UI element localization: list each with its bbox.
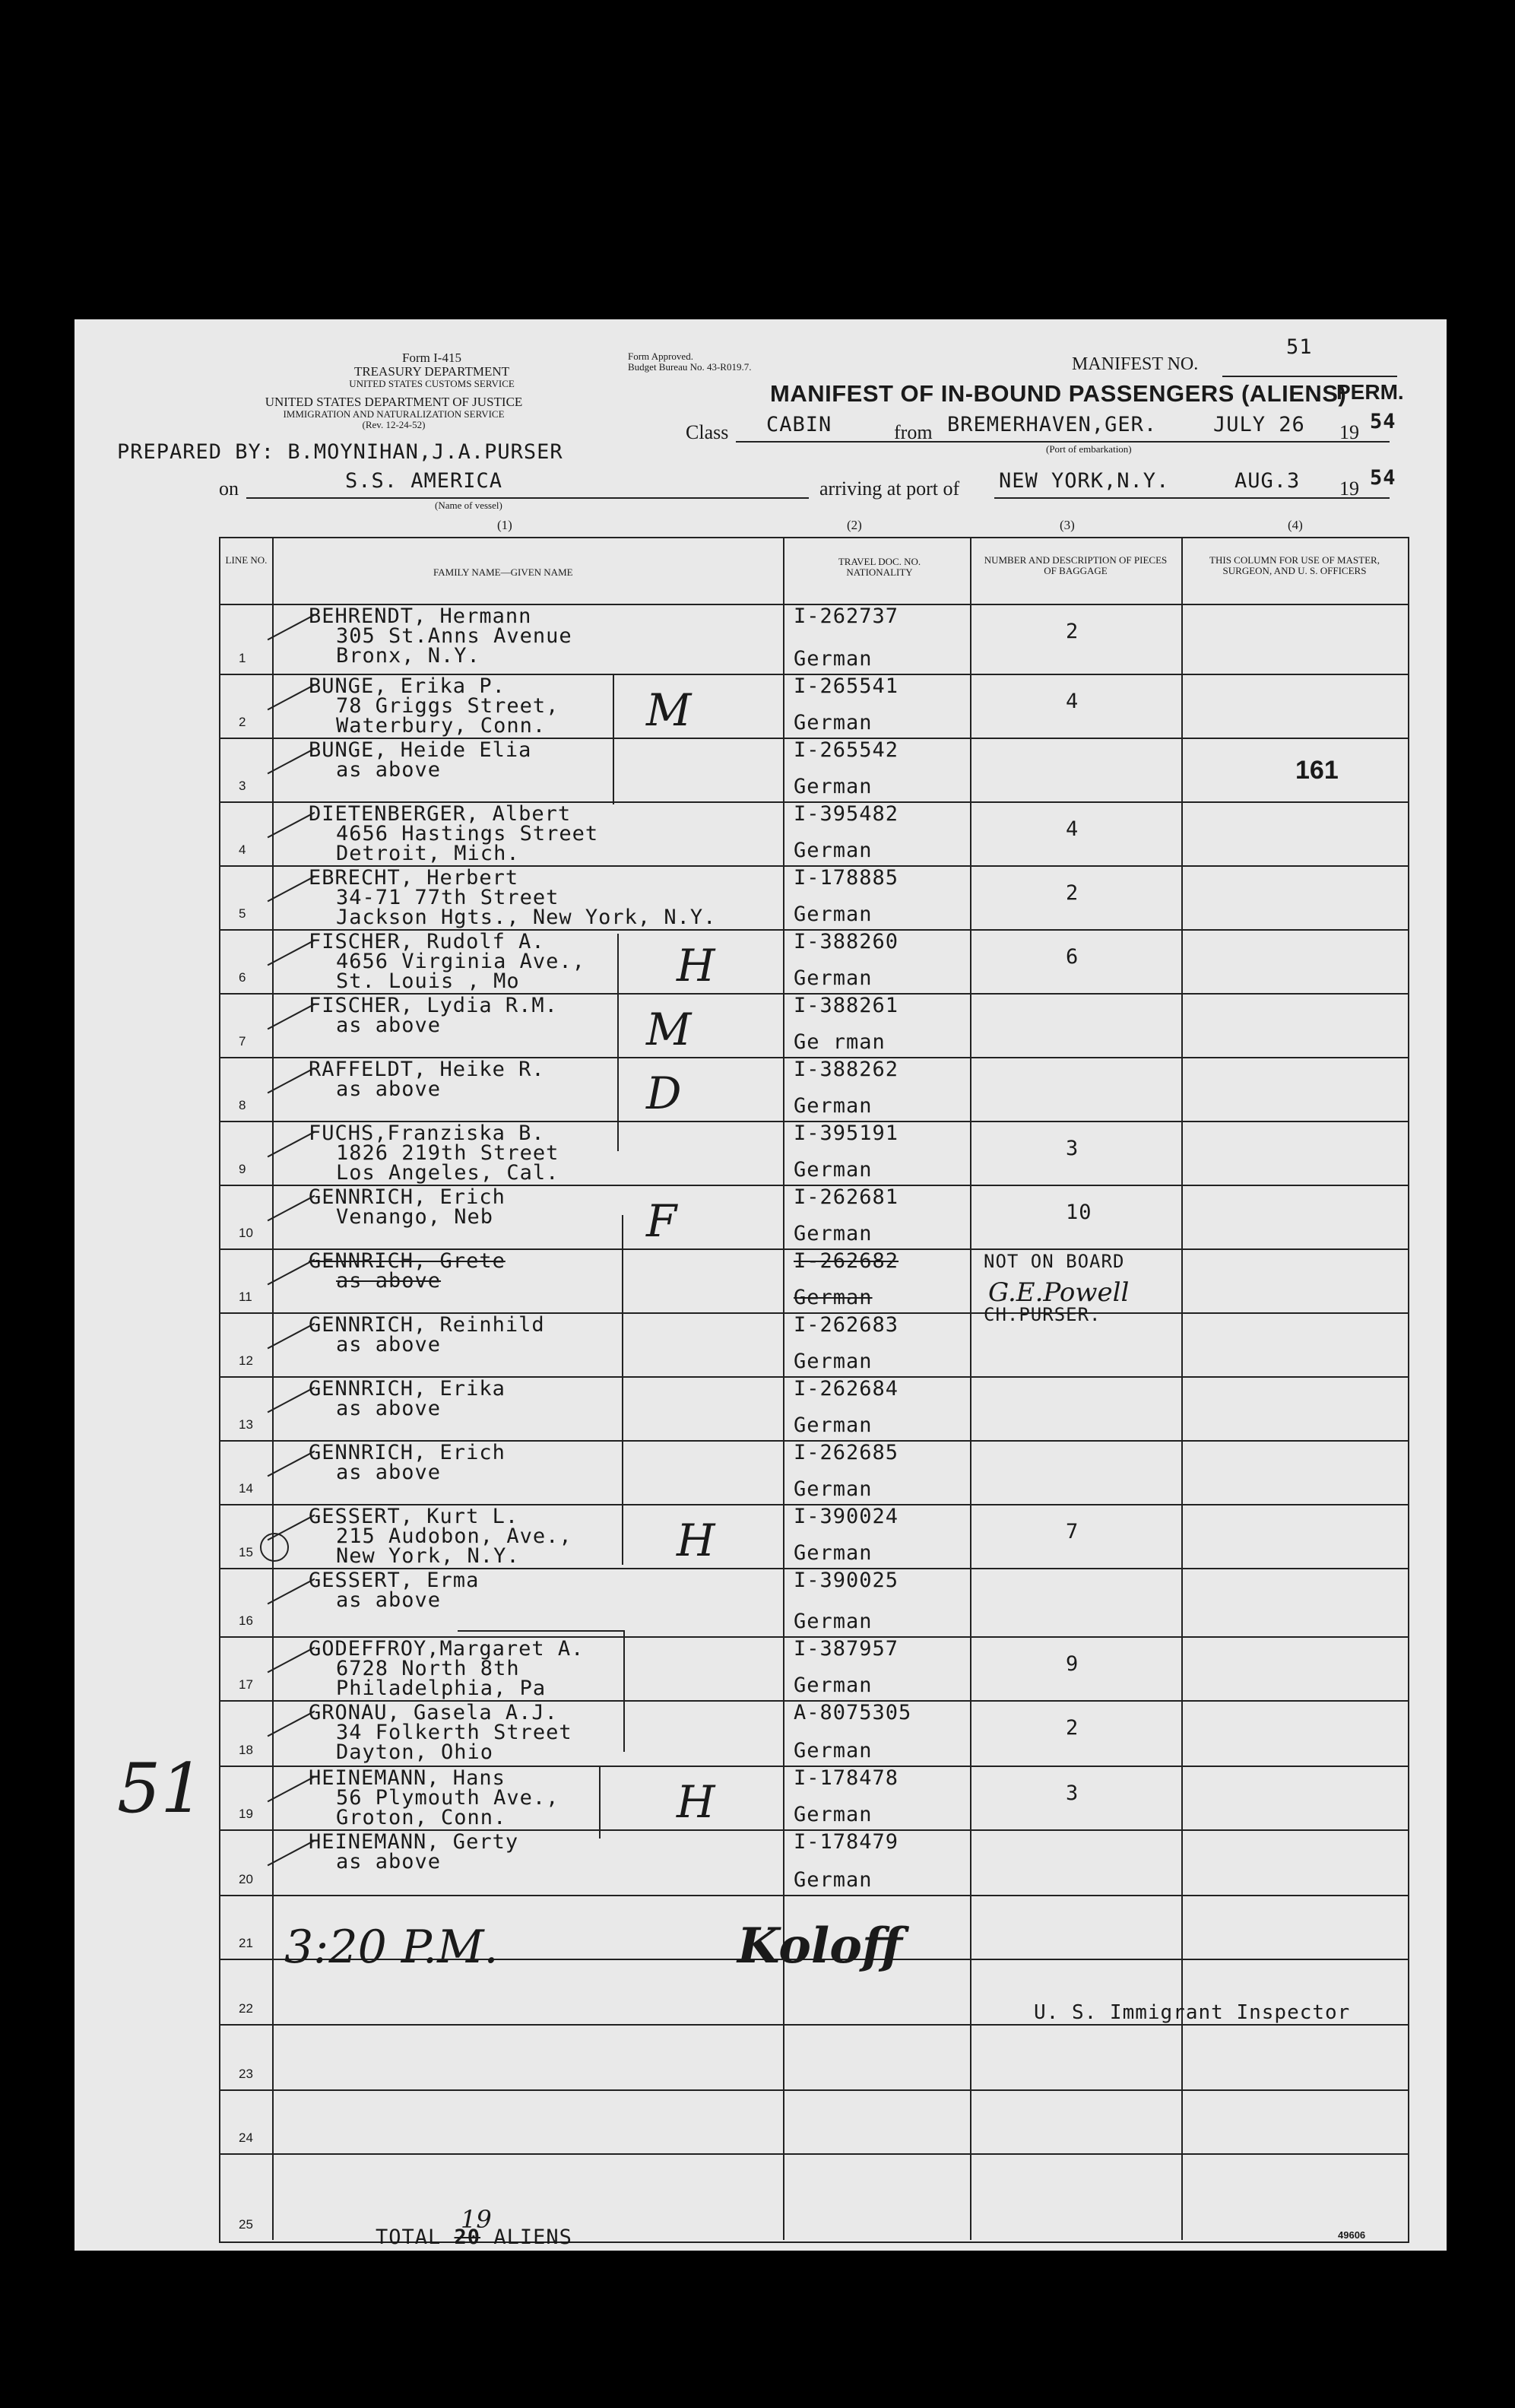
- passenger-name: GENNRICH, Erich: [309, 1185, 506, 1209]
- passenger-address: Bronx, N.Y.: [336, 644, 480, 668]
- passenger-name: HEINEMANN, Hans: [309, 1766, 506, 1790]
- passenger-name: DIETENBERGER, Albert: [309, 802, 572, 826]
- col-num-2: (2): [847, 518, 862, 532]
- treasury-label: TREASURY DEPARTMENT: [353, 364, 510, 379]
- baggage-count: 10: [1066, 1201, 1092, 1224]
- check-mark: [268, 1776, 315, 1803]
- check-mark: [268, 614, 315, 641]
- passenger-address: New York, N.Y.: [336, 1544, 520, 1568]
- handwritten-time: 3:20 P.M.: [284, 1921, 499, 1974]
- arriving-label: arriving at port of: [819, 477, 960, 500]
- check-mark: [268, 1195, 315, 1222]
- passenger-name: GRONAU, Gasela A.J.: [309, 1701, 558, 1724]
- nationality: Ge rman: [794, 1030, 886, 1054]
- nationality: German: [794, 1350, 873, 1373]
- passenger-name: GODEFFROY,Margaret A.: [309, 1637, 585, 1661]
- line-number: 3: [239, 779, 246, 793]
- manifest-sheet: [74, 319, 1447, 2251]
- travel-doc-number: I-262685: [794, 1441, 899, 1464]
- check-mark: [268, 1451, 315, 1477]
- nationality: German: [794, 1094, 873, 1118]
- travel-doc-number: I-178885: [794, 866, 899, 890]
- travel-doc-number: A-8075305: [794, 1701, 912, 1724]
- line-number: 18: [239, 1743, 253, 1757]
- travel-doc-number: I-390025: [794, 1569, 899, 1592]
- nationality: German: [794, 1541, 873, 1565]
- family-bracket: [613, 675, 614, 804]
- passenger-address: Los Angeles, Cal.: [336, 1161, 559, 1185]
- baggage-note: NOT ON BOARD: [984, 1251, 1125, 1272]
- check-mark: [268, 1131, 315, 1158]
- line-number: 25: [239, 2217, 253, 2232]
- passenger-address: Waterbury, Conn.: [336, 714, 547, 738]
- travel-doc-number: I-178479: [794, 1830, 899, 1854]
- passenger-name: FISCHER, Rudolf A.: [309, 930, 545, 953]
- nationality: German: [794, 775, 873, 798]
- line-number: 8: [239, 1098, 246, 1112]
- travel-doc-number: I-387957: [794, 1637, 899, 1661]
- col-num-1: (1): [497, 518, 512, 532]
- travel-doc-number: I-390024: [794, 1505, 899, 1528]
- passenger-address: as above: [336, 1077, 442, 1101]
- passenger-address: 215 Audobon, Ave.,: [336, 1524, 572, 1548]
- form-code: 49606: [1338, 2229, 1366, 2241]
- prepared-by: PREPARED BY: B.MOYNIHAN,J.A.PURSER: [117, 440, 563, 464]
- line-number: 4: [239, 842, 246, 857]
- travel-doc-number: I-395191: [794, 1122, 899, 1145]
- passenger-address: as above: [336, 1269, 442, 1293]
- passenger-address: 4656 Virginia Ave.,: [336, 950, 585, 973]
- header-officers: THIS COLUMN FOR USE OF MASTER, SURGEON, AND U. S. OFFICERS: [1209, 554, 1380, 576]
- handwritten-mark: M: [646, 684, 692, 736]
- nationality: German: [794, 711, 873, 734]
- check-mark: [268, 1259, 315, 1286]
- travel-doc-number: I-265541: [794, 674, 899, 698]
- doj-block: [219, 395, 569, 430]
- line-number: 19: [239, 1807, 253, 1821]
- line-number: 17: [239, 1677, 253, 1692]
- manifest-no-label: MANIFEST NO.: [1072, 354, 1199, 374]
- from-label: from: [894, 421, 933, 443]
- passenger-address: 305 St.Anns Avenue: [336, 624, 572, 648]
- line-number: 22: [239, 2001, 253, 2016]
- nationality: German: [794, 1222, 873, 1245]
- passenger-name: FISCHER, Lydia R.M.: [309, 994, 558, 1017]
- class-label: Class: [686, 421, 729, 443]
- perm-label: PERM.: [1336, 380, 1404, 404]
- row-divider: [220, 2089, 1408, 2091]
- line-number: 13: [239, 1417, 253, 1432]
- total-line: [376, 2226, 572, 2249]
- check-mark: [268, 1068, 315, 1094]
- nationality: German: [794, 1286, 873, 1309]
- baggage-count: 3: [1066, 1137, 1079, 1160]
- passenger-address: 78 Griggs Street,: [336, 694, 559, 718]
- check-mark: [268, 1323, 315, 1350]
- passenger-address: Philadelphia, Pa: [336, 1677, 547, 1700]
- departure-year: 54: [1370, 410, 1396, 433]
- line-number: 2: [239, 715, 246, 729]
- arrival-year: 54: [1370, 466, 1396, 490]
- passenger-address: as above: [336, 1333, 442, 1356]
- arrival-date: AUG.3: [1235, 469, 1301, 493]
- check-mark: [268, 1387, 315, 1413]
- class-value: CABIN: [766, 413, 832, 436]
- family-bracket: [622, 1215, 623, 1565]
- check-mark: [268, 748, 315, 775]
- nationality: German: [794, 839, 873, 862]
- passenger-address: as above: [336, 1014, 442, 1037]
- baggage-count: 4: [1066, 817, 1079, 841]
- form-number: Form I-415: [402, 351, 461, 365]
- line-number: 21: [239, 1936, 253, 1950]
- purser-signature: G.E.Powell: [988, 1277, 1130, 1308]
- line-number: 7: [239, 1034, 246, 1049]
- handwritten-mark: H: [677, 1776, 715, 1828]
- passenger-name: RAFFELDT, Heike R.: [309, 1058, 545, 1081]
- nationality: German: [794, 966, 873, 990]
- line-number: 11: [239, 1290, 252, 1304]
- travel-doc-number: I-262682: [794, 1249, 899, 1273]
- check-mark: [268, 876, 315, 903]
- passenger-address: as above: [336, 758, 442, 782]
- line-number: 23: [239, 2067, 253, 2081]
- baggage-count: 2: [1066, 1716, 1079, 1740]
- year-prefix-1: 19: [1339, 421, 1359, 443]
- nationality: German: [794, 1413, 873, 1437]
- line-number: 12: [239, 1353, 253, 1368]
- family-bracket: [458, 1630, 625, 1632]
- passenger-address: 4656 Hastings Street: [336, 822, 599, 845]
- form-approved: Form Approved.: [628, 351, 693, 362]
- check-mark: [268, 812, 315, 839]
- passenger-address: Detroit, Mich.: [336, 842, 520, 865]
- total-prefix: TOTAL: [376, 2226, 442, 2249]
- check-mark: [268, 1840, 315, 1867]
- arrival-port: NEW YORK,N.Y.: [999, 469, 1170, 493]
- passenger-name: GENNRICH, Erich: [309, 1441, 506, 1464]
- travel-doc-number: I-388261: [794, 994, 899, 1017]
- passenger-address: Dayton, Ohio: [336, 1740, 494, 1764]
- passenger-address: Jackson Hgts., New York, N.Y.: [336, 906, 717, 929]
- check-mark: [268, 940, 315, 966]
- travel-doc-number: I-262681: [794, 1185, 899, 1209]
- passenger-address: 34 Folkerth Street: [336, 1721, 572, 1744]
- passenger-address: 6728 North 8th: [336, 1657, 520, 1680]
- officer-code: 161: [1295, 756, 1339, 785]
- passenger-address: 34-71 77th Street: [336, 886, 559, 909]
- nationality: German: [794, 1803, 873, 1826]
- from-value: BREMERHAVEN,GER.: [947, 413, 1158, 436]
- manifest-no: 51: [1286, 335, 1313, 359]
- baggage-count: 2: [1066, 620, 1079, 643]
- passenger-name: BUNGE, Erika P.: [309, 674, 506, 698]
- line-number: 20: [239, 1872, 253, 1886]
- line-number: 9: [239, 1162, 246, 1176]
- passenger-name: GESSERT, Erma: [309, 1569, 480, 1592]
- handwritten-mark: M: [646, 1004, 692, 1055]
- header-doc: TRAVEL DOC. NO. NATIONALITY: [838, 556, 921, 578]
- inspector-title: U. S. Immigrant Inspector: [1034, 2001, 1351, 2024]
- passenger-name: GENNRICH, Grete: [309, 1249, 506, 1273]
- travel-doc-number: I-388260: [794, 930, 899, 953]
- nationality: German: [794, 1674, 873, 1697]
- budget-bureau: Budget Bureau No. 43-R019.7.: [628, 361, 752, 373]
- row-divider: [220, 2024, 1408, 2026]
- row-divider: [220, 1895, 1408, 1896]
- passenger-address: Groton, Conn.: [336, 1806, 507, 1829]
- col-num-4: (4): [1288, 518, 1303, 532]
- col-num-3: (3): [1060, 518, 1075, 532]
- travel-doc-number: I-178478: [794, 1766, 899, 1790]
- passenger-address: 1826 219th Street: [336, 1141, 559, 1165]
- margin-number: 51: [117, 1749, 204, 1829]
- check-mark: [268, 1711, 315, 1737]
- vessel-caption: (Name of vessel): [435, 500, 502, 511]
- baggage-count: 2: [1066, 881, 1079, 905]
- passenger-address: as above: [336, 1461, 442, 1484]
- baggage-count: 3: [1066, 1781, 1079, 1805]
- header-name: FAMILY NAME—GIVEN NAME: [433, 566, 573, 578]
- passenger-name: HEINEMANN, Gerty: [309, 1830, 519, 1854]
- baggage-count: 7: [1066, 1520, 1079, 1543]
- passenger-name: GENNRICH, Reinhild: [309, 1313, 545, 1337]
- check-mark: [268, 1578, 315, 1605]
- customs-label: UNITED STATES CUSTOMS SERVICE: [349, 378, 515, 389]
- passenger-name: BUNGE, Heide Elia: [309, 738, 532, 762]
- passenger-name: GESSERT, Kurt L.: [309, 1505, 519, 1528]
- passenger-name: GENNRICH, Erika: [309, 1377, 506, 1401]
- handwritten-mark: H: [677, 940, 715, 991]
- approval-block: [628, 351, 751, 373]
- line-number: 5: [239, 906, 246, 921]
- ins-label: IMMIGRATION AND NATURALIZATION SERVICE: [283, 408, 505, 420]
- line-number: 6: [239, 970, 246, 985]
- line-number: 15: [239, 1545, 253, 1559]
- nationality: German: [794, 1477, 873, 1501]
- passenger-address: 56 Plymouth Ave.,: [336, 1786, 559, 1810]
- check-mark: [268, 684, 315, 711]
- line-number: 14: [239, 1481, 253, 1496]
- family-bracket: [617, 934, 619, 1151]
- vessel-name: S.S. AMERICA: [345, 469, 503, 493]
- form-id-block: [303, 351, 561, 389]
- baggage-count: 9: [1066, 1652, 1079, 1676]
- total-suffix: ALIENS: [493, 2226, 572, 2249]
- year-prefix-2: 19: [1339, 477, 1359, 500]
- passenger-address: as above: [336, 1397, 442, 1420]
- row-divider: [220, 2153, 1408, 2155]
- inspector-signature: Koloff: [737, 1918, 902, 1975]
- check-mark: [268, 1647, 315, 1674]
- handwritten-mark: F: [646, 1195, 677, 1247]
- nationality: German: [794, 1868, 873, 1892]
- line-11-circle: [260, 1533, 289, 1562]
- passenger-address: as above: [336, 1850, 442, 1873]
- line-number: 16: [239, 1613, 253, 1628]
- doj-label: UNITED STATES DEPARTMENT OF JUSTICE: [265, 395, 523, 409]
- travel-doc-number: I-262737: [794, 604, 899, 628]
- total-count: 19: [461, 2205, 492, 2234]
- handwritten-mark: D: [646, 1068, 682, 1119]
- header-baggage: NUMBER AND DESCRIPTION OF PIECES OF BAGGAGE: [984, 554, 1168, 576]
- header-line-no: LINE NO.: [225, 554, 268, 566]
- family-bracket: [599, 1766, 601, 1839]
- line-number: 10: [239, 1226, 253, 1240]
- on-label: on: [219, 477, 239, 500]
- travel-doc-number: I-265542: [794, 738, 899, 762]
- check-mark: [268, 1004, 315, 1030]
- nationality: German: [794, 903, 873, 926]
- line-number: 24: [239, 2130, 253, 2145]
- baggage-count: 6: [1066, 945, 1079, 969]
- travel-doc-number: I-395482: [794, 802, 899, 826]
- manifest-table: [219, 537, 1409, 2243]
- travel-doc-number: I-262683: [794, 1313, 899, 1337]
- nationality: German: [794, 1610, 873, 1633]
- nationality: German: [794, 1158, 873, 1182]
- page-title: MANIFEST OF IN-BOUND PASSENGERS (ALIENS): [770, 380, 1347, 407]
- travel-doc-number: I-262684: [794, 1377, 899, 1401]
- travel-doc-number: I-388262: [794, 1058, 899, 1081]
- total-struck: 20: [454, 2226, 481, 2249]
- ch-purser-label: CH.PURSER.: [984, 1304, 1101, 1325]
- passenger-name: BEHRENDT, Hermann: [309, 604, 532, 628]
- baggage-count: 4: [1066, 690, 1079, 713]
- departure-date: JULY 26: [1213, 413, 1305, 436]
- passenger-address: St. Louis , Mo: [336, 969, 520, 993]
- line-number: 1: [239, 651, 246, 665]
- family-bracket: [623, 1630, 625, 1752]
- port-caption: (Port of embarkation): [1046, 443, 1132, 455]
- passenger-address: Venango, Neb: [336, 1205, 494, 1229]
- nationality: German: [794, 1739, 873, 1762]
- passenger-name: EBRECHT, Herbert: [309, 866, 519, 890]
- revision-label: (Rev. 12-24-52): [362, 419, 426, 430]
- passenger-address: as above: [336, 1588, 442, 1612]
- passenger-name: FUCHS,Franziska B.: [309, 1122, 545, 1145]
- handwritten-mark: H: [677, 1515, 715, 1566]
- nationality: German: [794, 647, 873, 671]
